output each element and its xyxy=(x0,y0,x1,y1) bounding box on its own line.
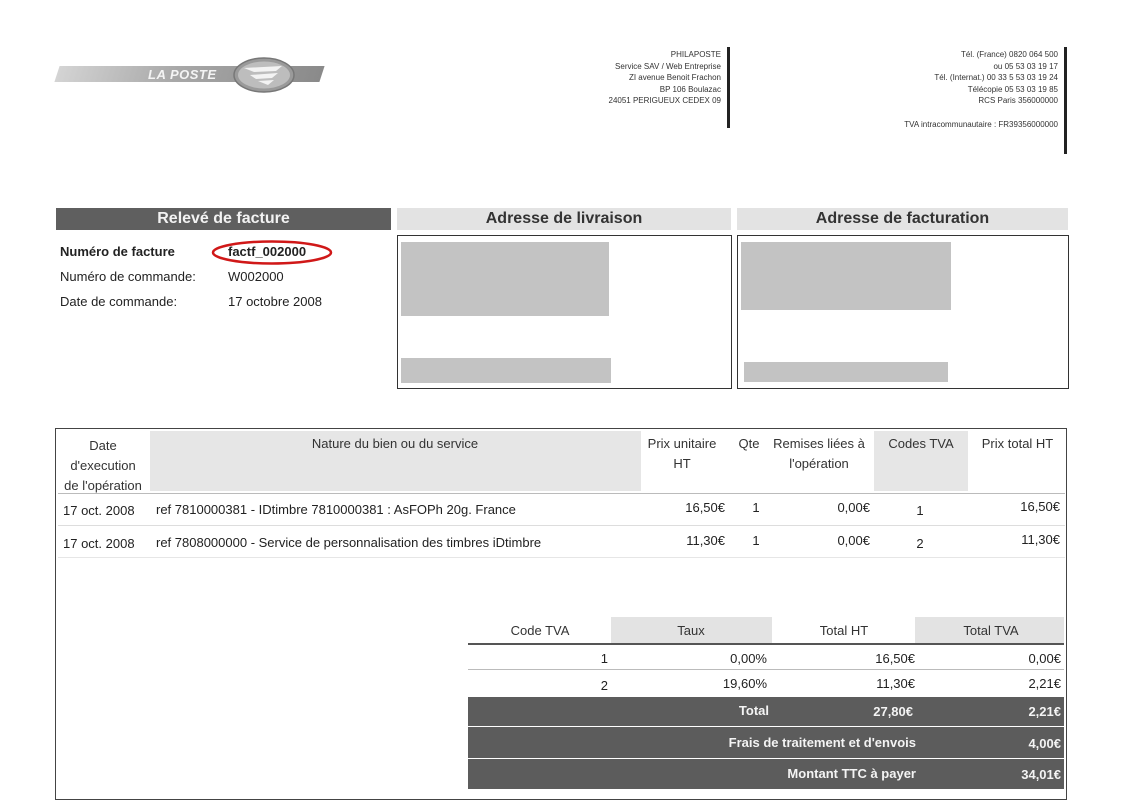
contact-line: RCS Paris 356000000 xyxy=(978,96,1058,105)
header-line: Date xyxy=(89,438,117,453)
order-number-value: W002000 xyxy=(228,269,284,284)
row-2-qte: 1 xyxy=(752,533,760,548)
totals-divider xyxy=(468,669,1064,670)
row-1-prix-unitaire: 16,50€ xyxy=(685,500,725,515)
row-2-nature: ref 7808000000 - Service de personnalisation des timbres iDtimbre xyxy=(156,535,542,550)
row-divider xyxy=(58,557,1065,558)
sender-line: BP 106 Boulazac xyxy=(659,84,721,94)
totals-row-2-taux: 19,60% xyxy=(722,676,767,691)
totals-row-2-ht: 11,30€ xyxy=(876,676,915,691)
totals-row-1-code: 1 xyxy=(600,651,608,666)
totals-header-total-ht: Total HT xyxy=(819,623,869,638)
tva-intracom: TVA intracommunautaire : FR39356000000 xyxy=(904,119,1058,129)
row-2-total: 11,30€ xyxy=(1021,532,1060,547)
row-1-code: 1 xyxy=(916,503,924,518)
divider xyxy=(1064,47,1067,154)
row-divider xyxy=(58,525,1065,526)
col-header-codes-tva: Codes TVA xyxy=(888,436,954,451)
order-date-label: Date de commande: xyxy=(60,294,178,309)
totals-header-code: Code TVA xyxy=(510,623,570,638)
order-date-value: 17 octobre 2008 xyxy=(228,294,322,309)
row-1-remise: 0,00€ xyxy=(837,500,870,515)
contact-line: Tél. (France) 0820 064 500 xyxy=(961,50,1058,59)
la-poste-bird-icon xyxy=(232,56,296,94)
totals-row-1-taux: 0,00% xyxy=(730,651,767,666)
sender-line: Service SAV / Web Entreprise xyxy=(615,61,721,71)
contact-line: Télécopie 05 53 03 19 85 xyxy=(967,84,1058,94)
contact-line: ou 05 53 03 19 17 xyxy=(993,61,1058,71)
row-2-code: 2 xyxy=(916,536,924,551)
contact-line: Tél. (Internat.) 00 33 5 53 03 19 24 xyxy=(934,73,1058,82)
totals-row-2-tva: 2,21€ xyxy=(1028,676,1061,691)
divider xyxy=(727,47,730,128)
totals-header-total-tva: Total TVA xyxy=(963,623,1019,638)
contact-block xyxy=(840,49,1058,130)
livraison-header: Adresse de livraison xyxy=(397,208,731,230)
sender-address xyxy=(560,49,721,107)
header-line: HT xyxy=(673,456,691,471)
totals-row-1-tva: 0,00€ xyxy=(1028,651,1061,666)
header-line: Prix unitaire xyxy=(647,436,717,451)
totals-header-taux: Taux xyxy=(677,623,705,638)
header-line: d'execution xyxy=(70,458,136,473)
ttc-value: 34,01€ xyxy=(1021,767,1061,782)
row-2-date: 17 oct. 2008 xyxy=(63,536,135,551)
invoice-number-label: Numéro de facture xyxy=(60,244,175,259)
sender-line: 24051 PERIGUEUX CEDEX 09 xyxy=(608,96,721,105)
releve-header: Relevé de facture xyxy=(56,208,391,230)
row-1-qte: 1 xyxy=(752,500,760,515)
invoice-number-value: factf_002000 xyxy=(228,244,307,259)
highlight-circle xyxy=(211,239,333,266)
header-line: Remises liées à xyxy=(773,436,865,451)
header-line: de l'opération xyxy=(64,478,142,493)
total-ht-value: 27,80€ xyxy=(873,704,913,719)
sender-line: PHILAPOSTE xyxy=(670,50,721,59)
total-tva-value: 2,21€ xyxy=(1028,704,1061,719)
logo-text: LA POSTE xyxy=(148,67,217,82)
total-label: Total xyxy=(738,703,769,718)
col-header-prix-unitaire xyxy=(640,434,724,474)
col-header-remises xyxy=(765,434,873,474)
row-2-prix-unitaire: 11,30€ xyxy=(686,533,725,548)
row-2-remise: 0,00€ xyxy=(837,533,870,548)
sender-line: ZI avenue Benoit Frachon xyxy=(628,73,721,82)
totals-row-2-code: 2 xyxy=(600,678,608,693)
redacted-block xyxy=(401,242,609,316)
row-1-total: 16,50€ xyxy=(1020,499,1060,514)
totals-divider xyxy=(468,643,1064,645)
row-1-nature: ref 7810000381 - IDtimbre 7810000381 : AsFOPh 20g. France xyxy=(156,502,516,517)
totals-row-1-ht: 16,50€ xyxy=(875,651,915,666)
col-header-prix-total: Prix total HT xyxy=(981,436,1054,451)
order-number-label: Numéro de commande: xyxy=(60,269,196,284)
row-1-date: 17 oct. 2008 xyxy=(63,503,135,518)
header-line: l'opération xyxy=(789,456,849,471)
col-header-date xyxy=(58,436,148,496)
row-divider xyxy=(58,493,1065,494)
frais-label: Frais de traitement et d'envois xyxy=(728,735,916,750)
redacted-block xyxy=(741,242,951,310)
redacted-block xyxy=(401,358,611,383)
ttc-label: Montant TTC à payer xyxy=(787,766,916,781)
frais-value: 4,00€ xyxy=(1028,736,1061,751)
facturation-header: Adresse de facturation xyxy=(737,208,1068,230)
col-header-nature: Nature du bien ou du service xyxy=(311,436,479,451)
col-header-qte: Qte xyxy=(738,436,760,451)
redacted-block xyxy=(744,362,948,382)
